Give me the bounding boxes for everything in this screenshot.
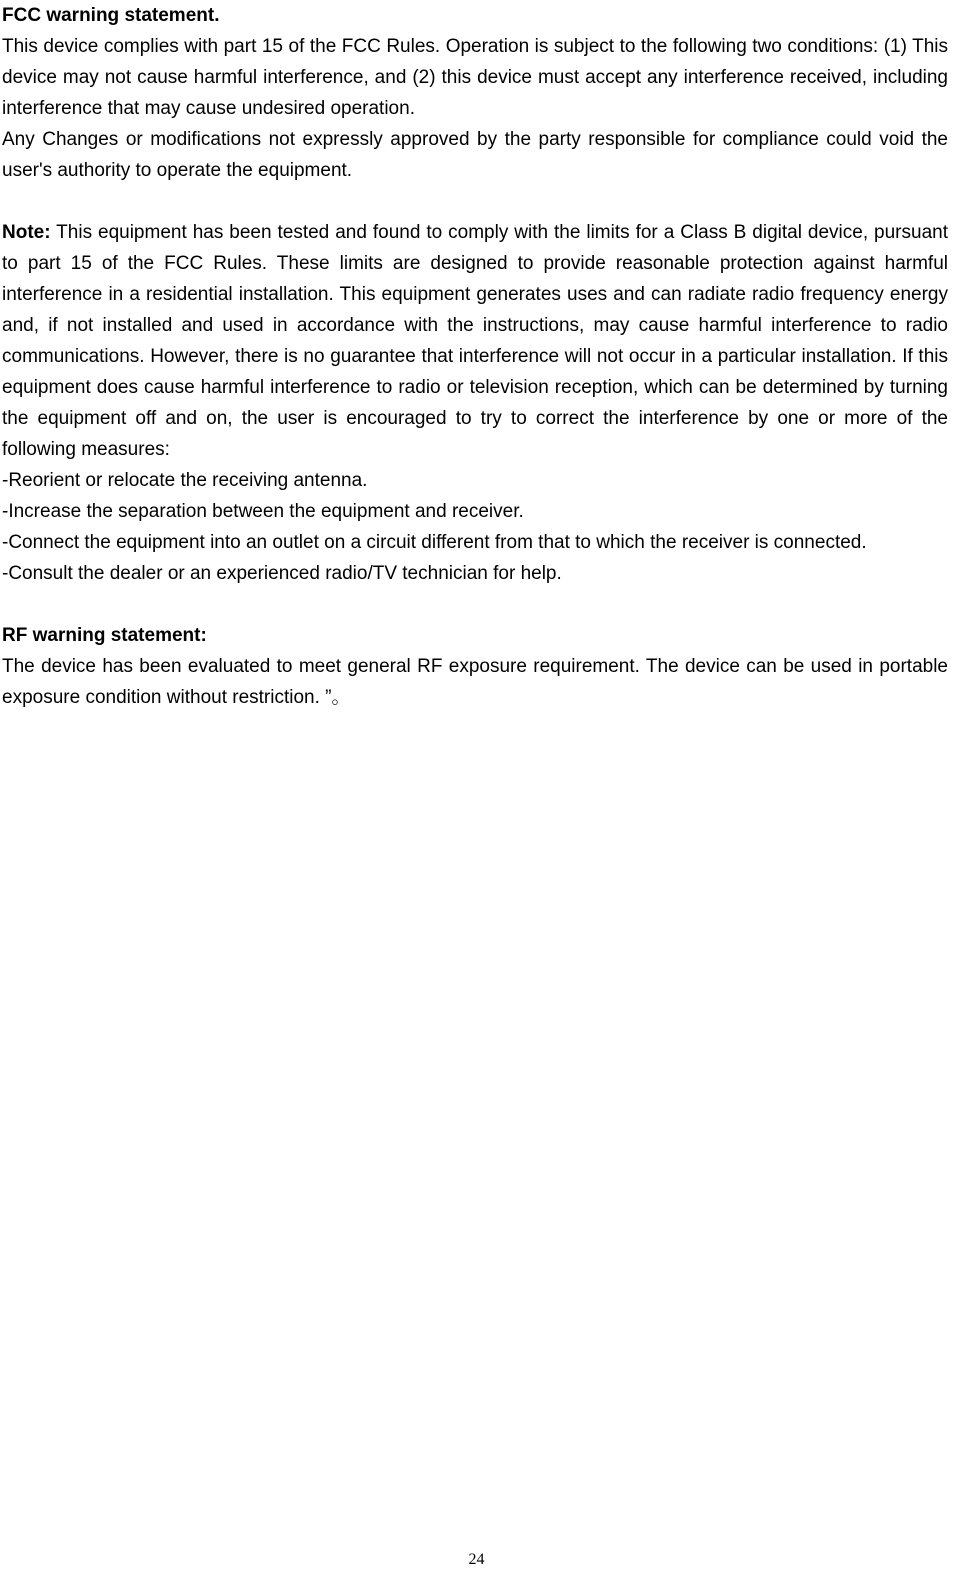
page-number: 24 [468,1551,485,1568]
fcc-paragraph-modifications: Any Changes or modifications not expressly approved by the party responsible for compliance could void the user's authority to operate the equipment. [2,129,948,181]
measure-item: -Consult the dealer or an experienced radio/TV technician for help. [2,563,562,584]
note-text: This equipment has been tested and found to comply with the limits for a Class B digital device, pursuant to part 15 of the FCC Rules. These limits are designed to provide reasonable protection against harmful interference in a residential installation. This equipment generates uses and can radiate radio frequency energy and, if not installed and used in accordance with the instructions, may cause harmful interference to radio communications. However, there is no guarantee that interference will not occur in a particular installation. If this equipment does cause harmful interference to radio or television reception, which can be determined by turning the equipment off and on, the user is encouraged to try to correct the interference by one or more of the following measures: [2,222,948,460]
note-paragraph [2,217,948,465]
measure-item: -Increase the separation between the equipment and receiver. [2,501,524,522]
fcc-heading: FCC warning statement. [2,5,220,26]
note-label: Note: [2,222,51,243]
measure-item: -Reorient or relocate the receiving antenna. [2,470,368,491]
fcc-paragraph-conditions: This device complies with part 15 of the FCC Rules. Operation is subject to the following two conditions: (1) This device may not cause harmful interference, and (2) this device must accept any interference received, including interference that may cause undesired operation. [2,36,948,119]
rf-heading: RF warning statement: [2,625,207,646]
document-body [2,0,948,713]
rf-paragraph: The device has been evaluated to meet general RF exposure requirement. The device can be used in portable exposure condition without restriction. ”。 [2,656,948,708]
measure-item: -Connect the equipment into an outlet on a circuit different from that to which the receiver is connected. [2,532,867,553]
spacer [2,589,948,620]
spacer [2,186,948,217]
